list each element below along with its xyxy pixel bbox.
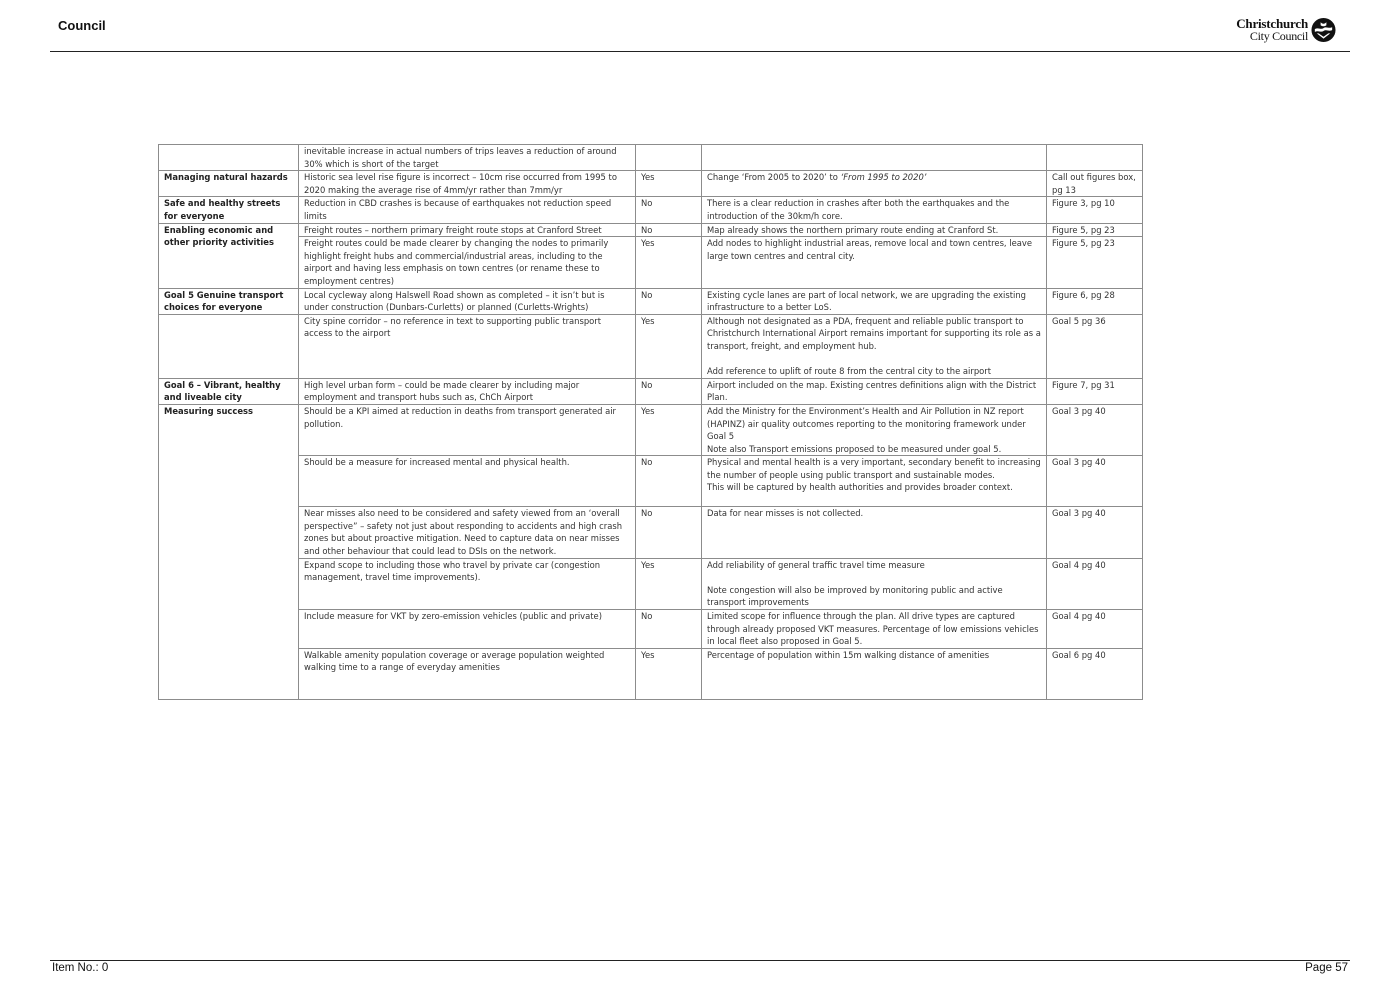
feedback-cell: Should be a KPI aimed at reduction in deaths from transport generated air pollution. — [299, 404, 636, 455]
page-header — [50, 0, 1350, 52]
response-cell: Add nodes to highlight industrial areas, remove local and town centres, leave large town centres and central city. — [702, 237, 1047, 288]
change-cell: No — [636, 197, 702, 223]
response-cell — [702, 456, 1047, 507]
reference-cell: Figure 7, pg 31 — [1047, 378, 1143, 404]
table-row — [159, 223, 1143, 237]
change-cell: Yes — [636, 171, 702, 197]
table-row — [159, 507, 1143, 558]
feedback-cell: Near misses also need to be considered and safety viewed from an ‘overall perspective” – safety not just about responding to accidents and high crash zones but about proactive mitigation. Need to capture data on near misses and other behaviour that could lead to DSIs on the network. — [299, 507, 636, 558]
topic-cell: Safe and healthy streets for everyone — [159, 197, 299, 223]
response-cell: Limited scope for influence through the plan. All drive types are captured through already proposed VKT measures. Percentage of low emissions vehicles in local fleet also proposed in Goal 5. — [702, 610, 1047, 649]
response-cell: Existing cycle lanes are part of local network, we are upgrading the existing infrastructure to a better LoS. — [702, 288, 1047, 314]
table-row — [159, 404, 1143, 455]
feedback-cell: Expand scope to including those who travel by private car (congestion management, travel time improvements). — [299, 558, 636, 609]
feedback-cell: Freight routes – northern primary freight route stops at Cranford Street — [299, 223, 636, 237]
reference-cell: Call out figures box, pg 13 — [1047, 171, 1143, 197]
feedback-cell: Include measure for VKT by zero-emission vehicles (public and private) — [299, 610, 636, 649]
topic-cell — [159, 314, 299, 378]
feedback-cell: Freight routes could be made clearer by changing the nodes to primarily highlight freight hubs and commercial/industrial areas, including to the airport and having less emphasis on town centres (or rename these to employment centres) — [299, 237, 636, 288]
feedback-cell: Historic sea level rise figure is incorrect – 10cm rise occurred from 1995 to 2020 making the average rise of 4mm/yr rather than 7mm/yr — [299, 171, 636, 197]
table-row — [159, 197, 1143, 223]
change-cell: No — [636, 507, 702, 558]
response-cell — [702, 314, 1047, 378]
page-footer — [50, 960, 1350, 974]
reference-cell: Goal 4 pg 40 — [1047, 610, 1143, 649]
feedback-cell: Reduction in CBD crashes is because of earthquakes not reduction speed limits — [299, 197, 636, 223]
table-row — [159, 288, 1143, 314]
response-emphasis-text: ‘From 1995 to 2020’ — [840, 172, 927, 183]
item-number: Item No.: 0 — [52, 962, 109, 974]
table-row — [159, 171, 1143, 197]
reference-cell: Goal 3 pg 40 — [1047, 456, 1143, 507]
response-paragraph: Add reference to uplift of route 8 from the central city to the airport — [707, 366, 991, 377]
christchurch-city-council-logo — [1236, 17, 1336, 43]
topic-cell: Goal 6 – Vibrant, healthy and liveable city — [159, 378, 299, 404]
table-row — [159, 558, 1143, 609]
response-cell: Airport included on the map. Existing centres definitions align with the District Plan. — [702, 378, 1047, 404]
response-cell — [702, 171, 1047, 197]
feedback-cell: Walkable amenity population coverage or average population weighted walking time to a range of everyday amenities — [299, 648, 636, 699]
reference-cell: Goal 3 pg 40 — [1047, 507, 1143, 558]
reference-cell: Figure 6, pg 28 — [1047, 288, 1143, 314]
reference-cell — [1047, 145, 1143, 171]
table-row — [159, 648, 1143, 699]
topic-cell: Managing natural hazards — [159, 171, 299, 197]
change-cell: No — [636, 223, 702, 237]
response-cell: Percentage of population within 15m walking distance of amenities — [702, 648, 1047, 699]
logo-wordmark — [1236, 18, 1308, 42]
reference-cell: Goal 3 pg 40 — [1047, 404, 1143, 455]
feedback-table-container — [158, 144, 1142, 700]
feedback-table — [158, 144, 1143, 700]
feedback-cell: Local cycleway along Halswell Road shown as completed – it isn’t but is under construction (Dunbars-Curletts) or planned (Curletts-Wrights) — [299, 288, 636, 314]
table-row — [159, 237, 1143, 288]
response-cell: There is a clear reduction in crashes after both the earthquakes and the introduction of the 30km/h core. — [702, 197, 1047, 223]
table-row — [159, 314, 1143, 378]
reference-cell: Goal 5 pg 36 — [1047, 314, 1143, 378]
reference-cell: Figure 3, pg 10 — [1047, 197, 1143, 223]
table-row — [159, 145, 1143, 171]
table-row — [159, 456, 1143, 507]
feedback-cell: City spine corridor – no reference in text to supporting public transport access to the airport — [299, 314, 636, 378]
response-cell — [702, 145, 1047, 171]
logo-line-1: Christchurch — [1236, 16, 1308, 31]
reference-cell: Figure 5, pg 23 — [1047, 223, 1143, 237]
topic-cell — [159, 145, 299, 171]
response-cell: Map already shows the northern primary route ending at Cranford St. — [702, 223, 1047, 237]
response-paragraph: This will be captured by health authorities and provides broader context. — [707, 482, 1013, 493]
page-number: Page 57 — [1305, 962, 1348, 974]
change-cell — [636, 145, 702, 171]
topic-cell: Goal 5 Genuine transport choices for everyone — [159, 288, 299, 314]
reference-cell: Goal 4 pg 40 — [1047, 558, 1143, 609]
response-cell: Data for near misses is not collected. — [702, 507, 1047, 558]
response-paragraph: Although not designated as a PDA, frequent and reliable public transport to Christchurch International Airport remains important for supporting its role as a transport, freight, and employment hub. — [707, 315, 1041, 351]
logo-line-2: City Council — [1249, 29, 1308, 43]
document-title: Council — [58, 18, 106, 33]
change-cell: Yes — [636, 237, 702, 288]
change-cell: Yes — [636, 404, 702, 455]
reference-cell: Figure 5, pg 23 — [1047, 237, 1143, 288]
reference-cell: Goal 6 pg 40 — [1047, 648, 1143, 699]
response-paragraph: Note also Transport emissions proposed to be measured under goal 5. — [707, 443, 1002, 454]
response-text: Change ‘From 2005 to 2020’ to — [707, 172, 841, 183]
change-cell: Yes — [636, 314, 702, 378]
council-emblem-icon — [1311, 17, 1336, 43]
change-cell: Yes — [636, 558, 702, 609]
response-cell — [702, 558, 1047, 609]
response-paragraph: Physical and mental health is a very important, secondary benefit to increasing the number of people using public transport and sustainable modes. — [707, 457, 1041, 480]
change-cell: No — [636, 288, 702, 314]
response-paragraph: Note congestion will also be improved by monitoring public and active transport improvements — [707, 584, 1003, 608]
table-row — [159, 610, 1143, 649]
change-cell: No — [636, 456, 702, 507]
response-cell — [702, 404, 1047, 455]
topic-cell: Measuring success — [159, 404, 299, 699]
feedback-cell: Should be a measure for increased mental and physical health. — [299, 456, 636, 507]
response-paragraph: Add the Ministry for the Environment’s Health and Air Pollution in NZ report (HAPINZ) air quality outcomes reporting to the monitoring framework under Goal 5 — [707, 405, 1026, 442]
change-cell: Yes — [636, 648, 702, 699]
feedback-cell: inevitable increase in actual numbers of trips leaves a reduction of around 30% which is short of the target — [299, 145, 636, 171]
response-paragraph: Add reliability of general traffic travel time measure — [707, 559, 925, 570]
change-cell: No — [636, 610, 702, 649]
topic-cell: Enabling economic and other priority activities — [159, 223, 299, 288]
feedback-cell: High level urban form – could be made clearer by including major employment and transport hubs such as, ChCh Airport — [299, 378, 636, 404]
table-row — [159, 378, 1143, 404]
change-cell: No — [636, 378, 702, 404]
